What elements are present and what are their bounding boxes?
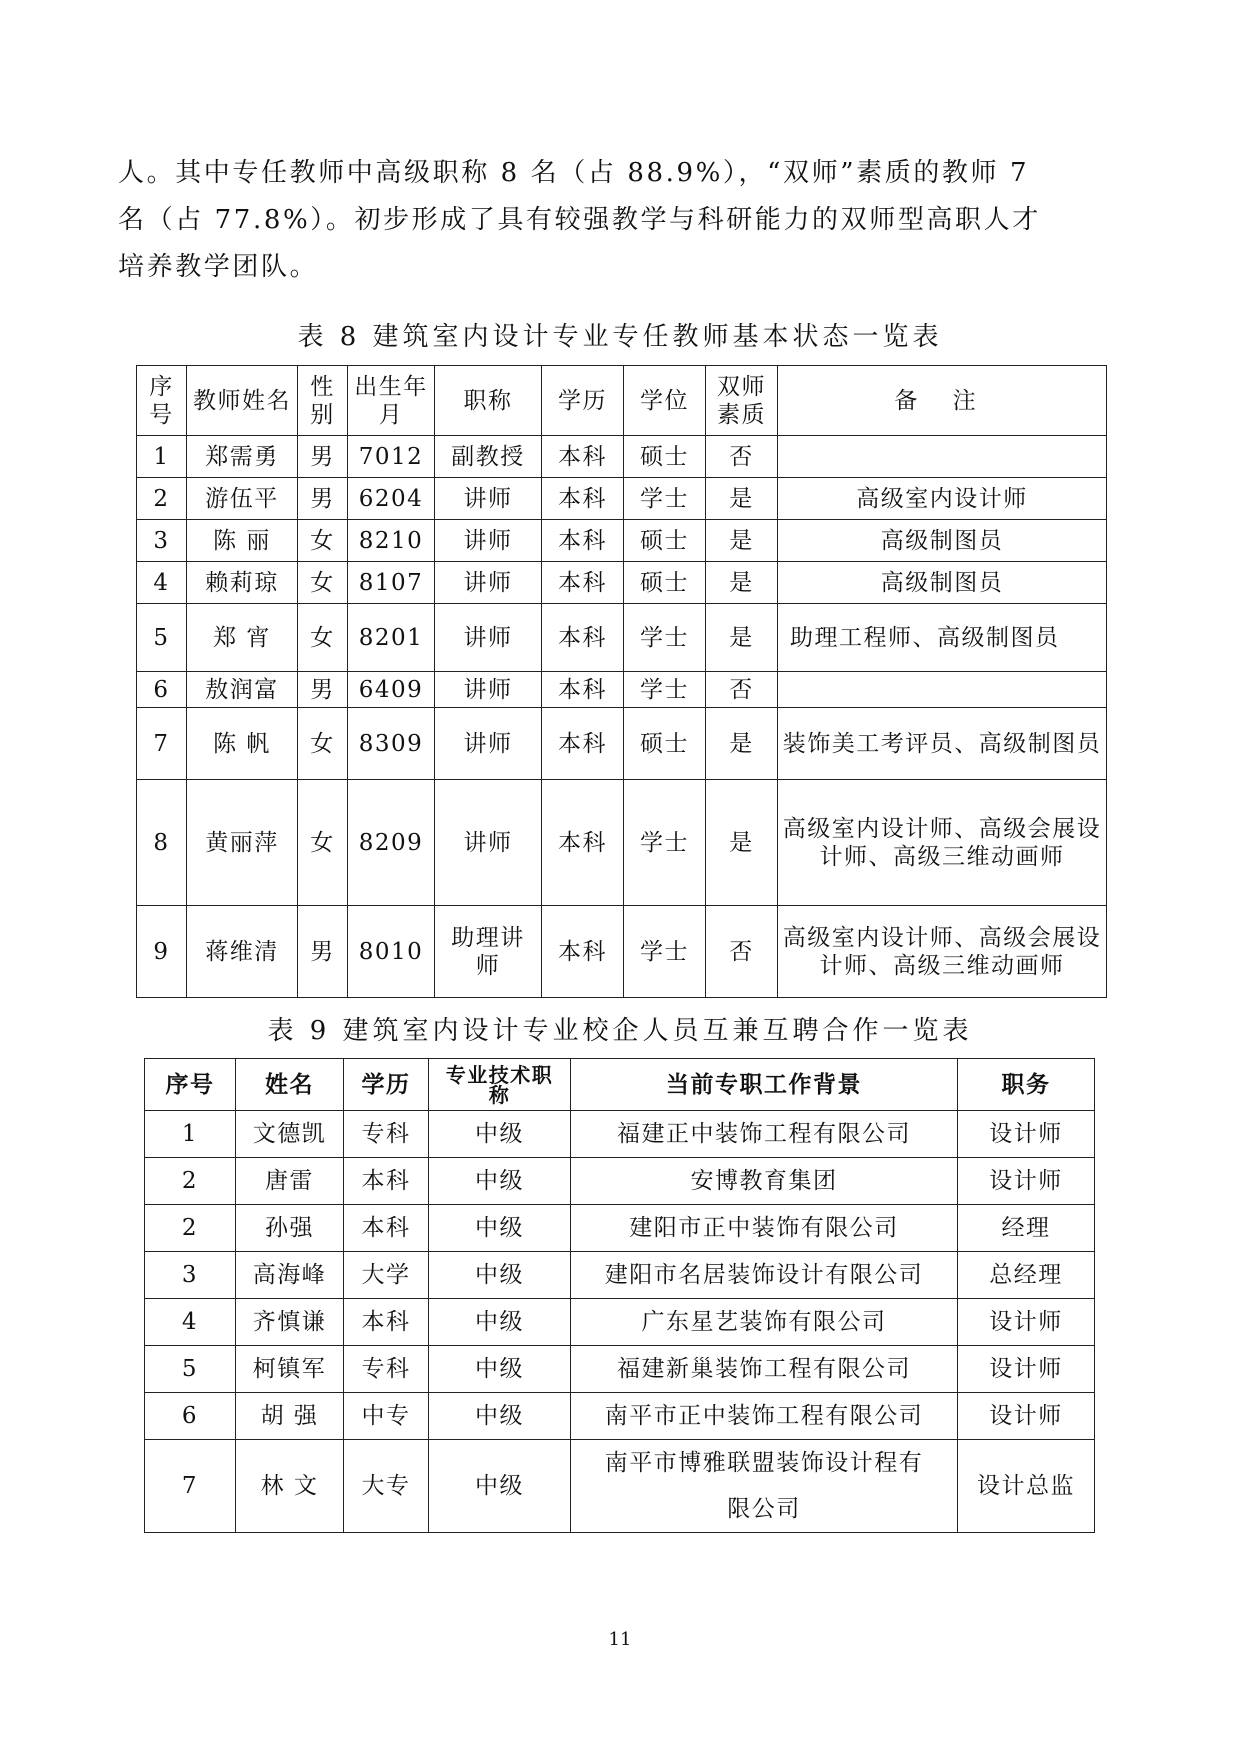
table-cell: 讲师: [435, 520, 542, 562]
table-cell: 本科: [542, 604, 624, 672]
remark-cell: [778, 436, 1107, 478]
table-cell: 4: [145, 1299, 236, 1346]
table-cell: 副教授: [435, 436, 542, 478]
paragraph-line: 培养教学团队。: [118, 252, 319, 282]
table-cell: 南平市正中装饰工程有限公司: [571, 1393, 958, 1440]
table-cell: 设计师: [958, 1111, 1095, 1158]
table-cell: 1: [137, 436, 187, 478]
table-cell: 中级: [429, 1346, 571, 1393]
table-row: [137, 780, 1107, 906]
table-cell: 女: [298, 780, 348, 906]
table-cell: 8010: [348, 906, 435, 998]
table-cell: 本科: [542, 708, 624, 780]
table-cell: 6: [145, 1393, 236, 1440]
school-enterprise-table: [144, 1058, 1095, 1533]
table-cell: 广东星艺装饰有限公司: [571, 1299, 958, 1346]
col-header: 序号: [137, 366, 187, 436]
table-row: [145, 1346, 1095, 1393]
table-cell: 学士: [624, 780, 706, 906]
table-cell: 硕士: [624, 520, 706, 562]
table-cell: 建阳市名居装饰设计有限公司: [571, 1252, 958, 1299]
table-cell: 本科: [542, 478, 624, 520]
table-cell: 女: [298, 708, 348, 780]
table-cell: 讲师: [435, 780, 542, 906]
table-cell: 陈 丽: [187, 520, 298, 562]
table-cell: 文德凯: [236, 1111, 344, 1158]
table-row: [145, 1440, 1095, 1533]
table-cell: 7012: [348, 436, 435, 478]
remark-cell: 高级室内设计师、高级会展设计师、高级三维动画师: [778, 780, 1107, 906]
table9-caption: 表 9 建筑室内设计专业校企人员互兼互聘合作一览表: [267, 1016, 973, 1046]
paragraph-line: 名（占 77.8%）。初步形成了具有较强教学与科研能力的双师型高职人才: [118, 205, 1041, 235]
table-cell: 男: [298, 436, 348, 478]
table-cell: 4: [137, 562, 187, 604]
table-cell: 齐慎谦: [236, 1299, 344, 1346]
table-cell: 中级: [429, 1440, 571, 1533]
remark-cell: 高级室内设计师、高级会展设计师、高级三维动画师: [778, 906, 1107, 998]
table-cell: 否: [706, 906, 778, 998]
table-cell: 6204: [348, 478, 435, 520]
table-cell: 学士: [624, 604, 706, 672]
table-row: [137, 604, 1107, 672]
table-cell: 孙强: [236, 1205, 344, 1252]
col-header: 序号: [145, 1059, 236, 1111]
table-cell: 是: [706, 562, 778, 604]
table-cell: 讲师: [435, 478, 542, 520]
table-cell: 5: [137, 604, 187, 672]
table-cell: 8309: [348, 708, 435, 780]
table-cell: 3: [145, 1252, 236, 1299]
table-cell: 5: [145, 1346, 236, 1393]
table-cell: 郑需勇: [187, 436, 298, 478]
col-header: 专业技术职称: [429, 1059, 571, 1111]
table-cell: 男: [298, 478, 348, 520]
col-header: 出生年月: [348, 366, 435, 436]
table-cell: 本科: [344, 1158, 429, 1205]
table-cell: 安博教育集团: [571, 1158, 958, 1205]
table-cell: 大学: [344, 1252, 429, 1299]
table-cell: 学士: [624, 672, 706, 708]
table-cell: 柯镇军: [236, 1346, 344, 1393]
table-cell: 经理: [958, 1205, 1095, 1252]
table-cell: 是: [706, 780, 778, 906]
table-cell: 讲师: [435, 604, 542, 672]
table-cell: 本科: [344, 1299, 429, 1346]
table-cell: 6: [137, 672, 187, 708]
table-cell: 学士: [624, 906, 706, 998]
table-cell: 专科: [344, 1346, 429, 1393]
col-header: 教师姓名: [187, 366, 298, 436]
col-header: 性别: [298, 366, 348, 436]
table-cell: 男: [298, 672, 348, 708]
table-cell: 设计师: [958, 1393, 1095, 1440]
table-cell: 建阳市正中装饰有限公司: [571, 1205, 958, 1252]
table-cell: 中级: [429, 1111, 571, 1158]
remark-cell: 高级制图员: [778, 562, 1107, 604]
table-row: [145, 1111, 1095, 1158]
table-cell: 高海峰: [236, 1252, 344, 1299]
table-cell: 否: [706, 436, 778, 478]
table-cell: 游伍平: [187, 478, 298, 520]
table-row: [137, 672, 1107, 708]
table-cell: 黄丽萍: [187, 780, 298, 906]
table-cell: 中级: [429, 1393, 571, 1440]
table-cell: 本科: [542, 436, 624, 478]
table-cell: 陈 帆: [187, 708, 298, 780]
table-row: [145, 1299, 1095, 1346]
remark-cell: 装饰美工考评员、高级制图员: [778, 708, 1107, 780]
table-cell: 本科: [542, 780, 624, 906]
table-cell: 郑 宵: [187, 604, 298, 672]
col-header: 学历: [542, 366, 624, 436]
table-cell: 本科: [542, 562, 624, 604]
table-cell: 3: [137, 520, 187, 562]
col-header: 双师素质: [706, 366, 778, 436]
table-cell: 硕士: [624, 708, 706, 780]
table-cell: 学士: [624, 478, 706, 520]
table-row: [137, 708, 1107, 780]
table-cell: 硕士: [624, 436, 706, 478]
table-cell: 2: [137, 478, 187, 520]
table-cell: 9: [137, 906, 187, 998]
table-cell: 林 文: [236, 1440, 344, 1533]
table-cell: 是: [706, 478, 778, 520]
col-header: 备 注: [778, 366, 1107, 436]
table-cell: 6409: [348, 672, 435, 708]
table-cell: 2: [145, 1205, 236, 1252]
table-cell: 讲师: [435, 562, 542, 604]
table-cell: 8107: [348, 562, 435, 604]
remark-cell: 高级制图员: [778, 520, 1107, 562]
table-cell: 女: [298, 604, 348, 672]
table-row: [145, 1158, 1095, 1205]
table-row: [137, 436, 1107, 478]
table-cell: 2: [145, 1158, 236, 1205]
table-cell: 敖润富: [187, 672, 298, 708]
table-cell: 设计师: [958, 1346, 1095, 1393]
table-row: [137, 906, 1107, 998]
table-cell: 7: [145, 1440, 236, 1533]
body-paragraph: [118, 150, 1126, 291]
table-row: [145, 1252, 1095, 1299]
table-cell: 是: [706, 520, 778, 562]
table-cell: 1: [145, 1111, 236, 1158]
page-number: 11: [608, 1629, 632, 1650]
table-cell: 女: [298, 520, 348, 562]
table-cell: 8: [137, 780, 187, 906]
table-row: [137, 562, 1107, 604]
table8-caption: 表 8 建筑室内设计专业专任教师基本状态一览表: [297, 322, 943, 352]
col-header: 学位: [624, 366, 706, 436]
table-cell: 本科: [542, 520, 624, 562]
table-row: [137, 478, 1107, 520]
table-cell: 8210: [348, 520, 435, 562]
table-cell: 本科: [542, 906, 624, 998]
col-header: 职务: [958, 1059, 1095, 1111]
table-cell: 设计师: [958, 1299, 1095, 1346]
table-cell: 男: [298, 906, 348, 998]
table-cell: 讲师: [435, 672, 542, 708]
table-cell: 设计师: [958, 1158, 1095, 1205]
table-cell: 蒋维清: [187, 906, 298, 998]
table-cell: 胡 强: [236, 1393, 344, 1440]
table-cell: 中级: [429, 1205, 571, 1252]
table-cell: 否: [706, 672, 778, 708]
table-cell: 8201: [348, 604, 435, 672]
table-row: [137, 520, 1107, 562]
table-cell: 中级: [429, 1158, 571, 1205]
table-cell: 设计总监: [958, 1440, 1095, 1533]
table-cell: 讲师: [435, 708, 542, 780]
table-cell: 硕士: [624, 562, 706, 604]
table-cell: 7: [137, 708, 187, 780]
table-cell: 女: [298, 562, 348, 604]
remark-cell: 高级室内设计师: [778, 478, 1107, 520]
table-cell: 专科: [344, 1111, 429, 1158]
table-cell: 8209: [348, 780, 435, 906]
table-cell: 是: [706, 604, 778, 672]
paragraph-line: 人。其中专任教师中高级职称 8 名（占 88.9%），“双师”素质的教师 7: [118, 158, 1030, 188]
table-cell: 中专: [344, 1393, 429, 1440]
table-cell: 总经理: [958, 1252, 1095, 1299]
col-header: 当前专职工作背景: [571, 1059, 958, 1111]
table-cell: 福建新巢装饰工程有限公司: [571, 1346, 958, 1393]
table-cell: 大专: [344, 1440, 429, 1533]
teacher-status-table: [136, 365, 1107, 998]
table-row: [145, 1393, 1095, 1440]
table-cell: 本科: [542, 672, 624, 708]
table-row: [145, 1205, 1095, 1252]
table-cell: 是: [706, 708, 778, 780]
col-header: 职称: [435, 366, 542, 436]
table-cell: 中级: [429, 1299, 571, 1346]
table-cell: 唐雷: [236, 1158, 344, 1205]
table-cell: 本科: [344, 1205, 429, 1252]
table-cell: 南平市博雅联盟装饰设计程有限公司: [571, 1440, 958, 1533]
table-cell: 福建正中装饰工程有限公司: [571, 1111, 958, 1158]
remark-cell: 助理工程师、高级制图员: [778, 604, 1107, 672]
remark-cell: [778, 672, 1107, 708]
table-cell: 赖莉琼: [187, 562, 298, 604]
table-cell: 助理讲师: [435, 906, 542, 998]
col-header: 姓名: [236, 1059, 344, 1111]
table-cell: 中级: [429, 1252, 571, 1299]
col-header: 学历: [344, 1059, 429, 1111]
